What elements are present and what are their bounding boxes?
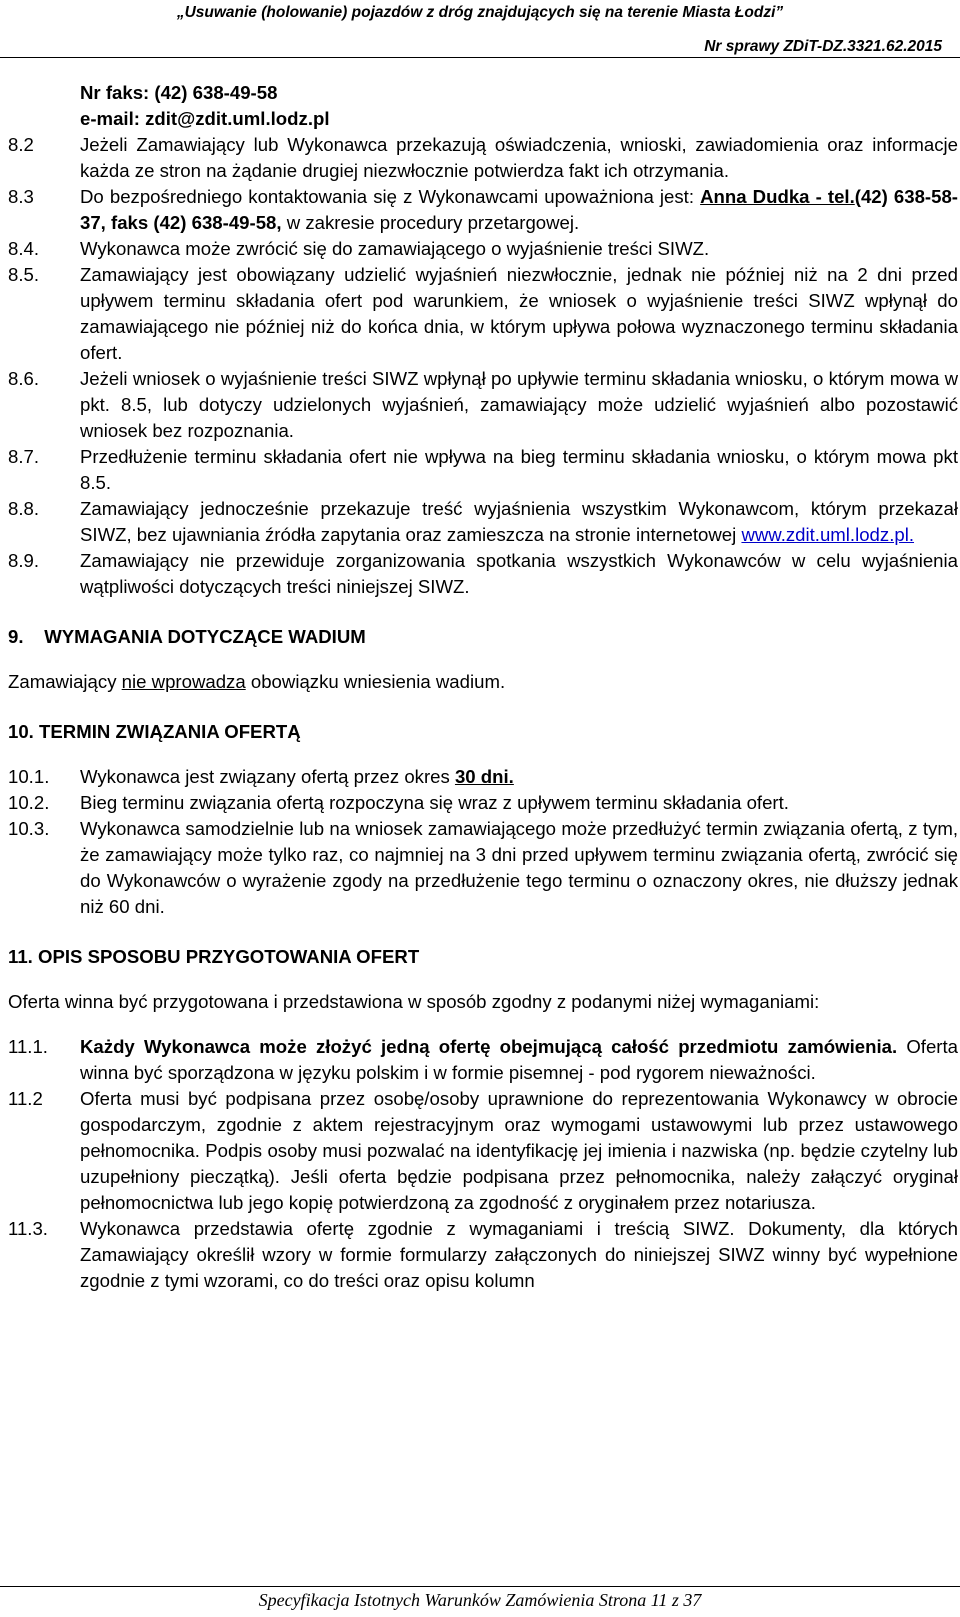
case-number: Nr sprawy ZDiT-DZ.3321.62.2015 — [704, 38, 942, 55]
clause-8-9 — [8, 548, 958, 600]
total-pages: 37 — [683, 1590, 702, 1610]
clause-10-1 — [8, 764, 958, 790]
clause-11-2 — [8, 1086, 958, 1216]
clause-text: Wykonawca samodzielnie lub na wniosek zamawiającego może przedłużyć termin związania ofertą, z tym, że zamawiający może tylko raz, co najmniej na 3 dni przed upływem terminu związania ofertą, zwrócić się do Wykonawców o wyrażenie zgody na przedłużenie tego terminu o oznaczony okres, nie dłuższy jednak niż 60 dni. — [80, 818, 958, 917]
paragraph-text-end: obowiązku wniesienia wadium. — [245, 671, 506, 692]
section-11-intro: Oferta winna być przygotowana i przedstawiona w sposób zgodny z podanymi niżej wymaganiami: — [8, 991, 820, 1012]
clause-text-end: w zakresie procedury przetargowej. — [281, 212, 580, 233]
contact-person: Anna Dudka - tel. — [700, 186, 855, 207]
clause-11-1 — [8, 1034, 958, 1086]
clause-number: 10.2. — [8, 792, 50, 813]
page-body — [8, 80, 958, 1294]
footer-label: Specyfikacja Istotnych Warunków Zamówienia Strona — [258, 1590, 651, 1610]
clause-bold-text: Każdy Wykonawca może złożyć jedną ofertę obejmującą całość przedmiotu zamówienia. — [80, 1036, 898, 1057]
paragraph-text: Zamawiający — [8, 671, 122, 692]
binding-period: 30 dni. — [454, 766, 514, 787]
clause-text: Jeżeli Zamawiający lub Wykonawca przekazują oświadczenia, wnioski, zawiadomienia oraz informacje każda ze stron na żądanie drugiej niezwłocznie potwierdza fakt ich otrzymania. — [80, 134, 958, 181]
clause-number: 8.7. — [8, 446, 40, 467]
underlined-phrase: nie wprowadza — [121, 671, 246, 692]
clause-11-3 — [8, 1216, 958, 1294]
clause-8-2 — [8, 132, 958, 184]
page-number: 11 — [650, 1590, 668, 1610]
clause-8-6 — [8, 366, 958, 444]
clause-text: Jeżeli wniosek o wyjaśnienie treści SIWZ wpłynął po upływie terminu składania wniosku, o którym mowa w pkt. 8.5, lub dotyczy udzielonych wyjaśnień, zamawiający może udzielić wyjaśnień albo pozostawić wniosek bez rozpoznania. — [80, 368, 958, 441]
clause-number: 11.1. — [8, 1036, 48, 1057]
clause-text: Zamawiający jednocześnie przekazuje treść wyjaśnienia wszystkim Wykonawcom, którym przekazał SIWZ, bez ujawniania źródła zapytania oraz zamieszcza na stronie internetowej — [80, 498, 958, 545]
clause-number: 8.6. — [8, 368, 40, 389]
clause-number: 11.3. — [8, 1218, 48, 1239]
clause-8-8 — [8, 496, 958, 548]
clause-text: Oferta winna być sporządzona w języku polskim i w formie pisemnej - pod rygorem nieważności. — [80, 1036, 958, 1083]
clause-8-7 — [8, 444, 958, 496]
clause-8-3 — [8, 184, 958, 236]
footer-separator: z — [667, 1590, 684, 1610]
clause-number: 8.4. — [8, 238, 40, 259]
clause-number: 8.8. — [8, 498, 40, 519]
clause-number: 10.1. — [8, 766, 50, 787]
clause-number: 8.9. — [8, 550, 40, 571]
clause-text: Wykonawca przedstawia ofertę zgodnie z wymaganiami i treścią SIWZ. Dokumenty, dla których Zamawiający określił wzory w formie formularzy załączonych do niniejszej SIWZ winny być wypełnione zgodnie z tymi wzorami, co do treści oraz opisu kolumn — [80, 1218, 958, 1291]
clause-text: Wykonawca może zwrócić się do zamawiającego o wyjaśnienie treści SIWZ. — [80, 238, 710, 259]
clause-10-2 — [8, 790, 958, 816]
clause-text: Bieg terminu związania ofertą rozpoczyna się wraz z upływem terminu składania ofert. — [80, 792, 789, 813]
section-heading-11: 11. OPIS SPOSOBU PRZYGOTOWANIA OFERT — [8, 946, 420, 967]
clause-text: Do bezpośredniego kontaktowania się z Wykonawcami upoważniona jest: — [80, 186, 701, 207]
email-line: e-mail: zdit@zdit.uml.lodz.pl — [80, 108, 330, 129]
clause-text: Przedłużenie terminu składania ofert nie wpływa na bieg terminu składania wniosku, o którym mowa pkt 8.5. — [80, 446, 958, 493]
section-title: WYMAGANIA DOTYCZĄCE WADIUM — [44, 626, 366, 647]
website-link[interactable]: www.zdit.uml.lodz.pl. — [741, 524, 915, 545]
clause-text: Zamawiający jest obowiązany udzielić wyjaśnień niezwłocznie, jednak nie później niż na 2 dni przed upływem terminu składania ofert pod warunkiem, że wniosek o wyjaśnienie treści SIWZ wpłynął do zamawiającego nie później niż do końca dnia, w którym upływa połowa wyznaczonego terminu składania ofert. — [80, 264, 958, 363]
clause-10-3 — [8, 816, 958, 920]
section-heading-9 — [8, 624, 958, 650]
page-footer — [0, 1590, 960, 1611]
clause-number: 10.3. — [8, 818, 50, 839]
clause-8-5 — [8, 262, 958, 366]
clause-number: 8.3 — [8, 186, 34, 207]
clause-text: Wykonawca jest związany ofertą przez okres — [80, 766, 455, 787]
clause-text: Zamawiający nie przewiduje zorganizowania spotkania wszystkich Wykonawców w celu wyjaśnienia wątpliwości dotyczących treści niniejszej SIWZ. — [80, 550, 958, 597]
clause-number: 11.2 — [8, 1088, 43, 1109]
contact-phone: (42) 638-58-37, faks (42) 638-49-58, — [80, 186, 958, 233]
clause-number: 8.2 — [8, 134, 34, 155]
clause-number: 8.5. — [8, 264, 40, 285]
clause-8-4 — [8, 236, 958, 262]
fax-line: Nr faks: (42) 638-49-58 — [80, 82, 278, 103]
section-number: 9. — [8, 626, 24, 647]
footer-divider — [0, 1586, 960, 1587]
section-9-paragraph — [8, 669, 958, 695]
header-divider — [0, 57, 960, 58]
section-heading-10: 10. TERMIN ZWIĄZANIA OFERTĄ — [8, 721, 301, 742]
clause-text: Oferta musi być podpisana przez osobę/osoby uprawnione do reprezentowania Wykonawcy w obrocie gospodarczym, zgodnie z aktem rejestracyjnym oraz wymogami ustawowymi lub przez ustawowego pełnomocnika. Podpis osoby musi pozwalać na identyfikację jej imienia i nazwiska (np. będzie czytelny lub uzupełniony pieczątką). Jeśli oferta będzie podpisana przez pełnomocnika, należy załączyć oryginał pełnomocnictwa lub jego kopię potwierdzoną za zgodność z oryginałem przez notariusza. — [80, 1088, 958, 1213]
document-title: „Usuwanie (holowanie) pojazdów z dróg znajdujących się na terenie Miasta Łodzi” — [176, 4, 784, 21]
